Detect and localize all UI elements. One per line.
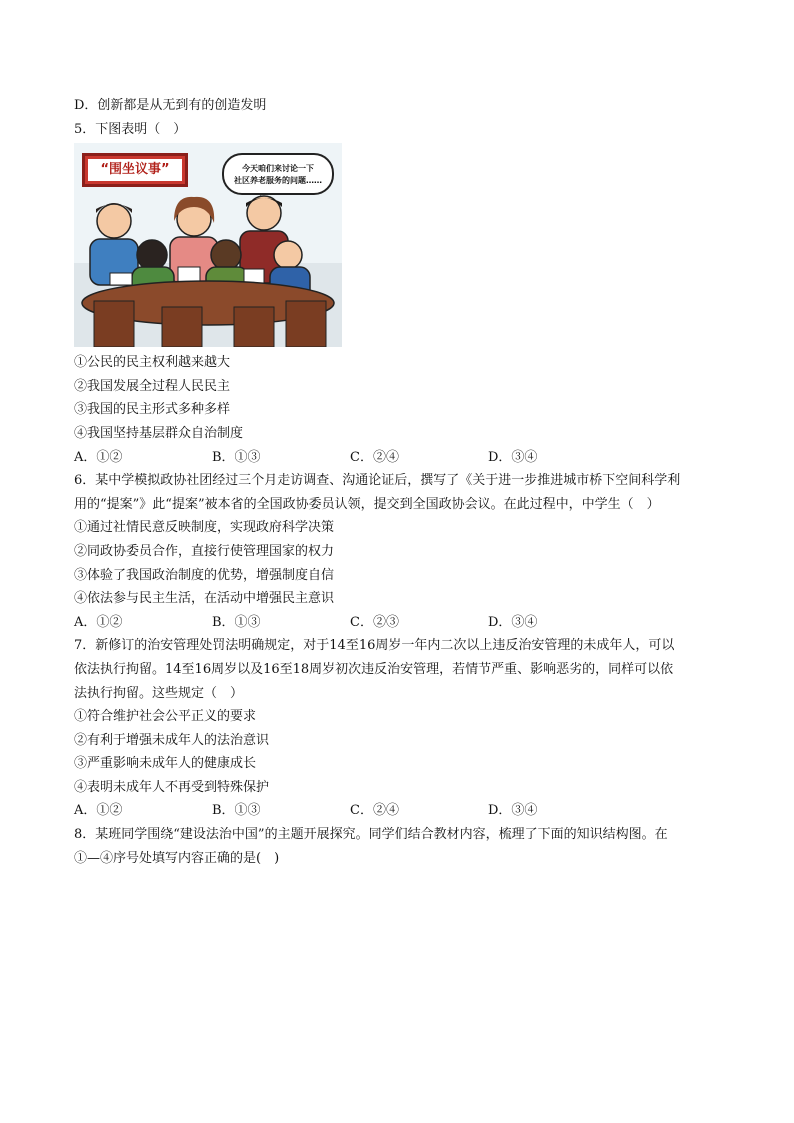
q7-stem-3: 法执行拘留。这些规定（ ） — [74, 685, 244, 701]
q5-choices — [74, 446, 730, 470]
q7-option-3: ③严重影响未成年人的健康成长 — [74, 756, 257, 772]
q8-stem-2: ①—④序号处填写内容正确的是( ) — [74, 850, 280, 866]
exam-page — [74, 94, 730, 870]
cartoon-figure — [74, 143, 342, 347]
q7-choice-a: A．①② — [74, 803, 123, 819]
q6-choice-b: B．①③ — [212, 614, 261, 630]
q5-option-4: ④我国坚持基层群众自治制度 — [74, 425, 244, 441]
q5-choice-b: B．①③ — [212, 449, 261, 465]
q7-choices — [74, 799, 730, 823]
sign-text: “围坐议事” — [88, 159, 182, 181]
q6-choice-c: C．②③ — [350, 614, 399, 630]
q5-option-1: ①公民的民主权利越来越大 — [74, 355, 231, 371]
q6-option-2: ②同政协委员合作，直接行使管理国家的权力 — [74, 543, 335, 559]
q6-stem-1: 6．某中学模拟政协社团经过三个月走访调查、沟通论证后，撰写了《关于进一步推进城市桥下空间科学利 — [74, 473, 681, 489]
q5-option-3: ③我国的民主形式多种多样 — [74, 402, 231, 418]
q5-choice-a: A．①② — [74, 449, 123, 465]
q8-stem-1: 8．某班同学围绕“建设法治中国”的主题开展探究。同学们结合教材内容，梳理了下面的知识结构图。在 — [74, 827, 668, 843]
q4-option-d: D．创新都是从无到有的创造发明 — [74, 98, 267, 113]
q6-option-3: ③体验了我国政治制度的优势，增强制度自信 — [74, 567, 335, 583]
q7-option-2: ②有利于增强未成年人的法治意识 — [74, 732, 270, 748]
q7-choice-c: C．②④ — [350, 803, 399, 819]
q5-choice-c: C．②④ — [350, 449, 399, 465]
q7-choice-d: D．③④ — [488, 803, 538, 819]
q5-choice-d: D．③④ — [488, 449, 538, 465]
cartoon-sign — [82, 153, 188, 187]
q7-option-4: ④表明未成年人不再受到特殊保护 — [74, 779, 270, 795]
q7-choice-b: B．①③ — [212, 803, 261, 819]
bubble-line-2: 社区养老服务的问题…… — [234, 176, 322, 186]
q7-stem-1: 7．新修订的治安管理处罚法明确规定，对于14至16周岁一年内二次以上违反治安管理的未成年人，可以 — [74, 638, 675, 654]
q6-option-1: ①通过社情民意反映制度，实现政府科学决策 — [74, 520, 335, 536]
q6-choices — [74, 611, 730, 635]
q5-option-2: ②我国发展全过程人民民主 — [74, 378, 231, 394]
bubble-line-1: 今天咱们来讨论一下 — [242, 164, 314, 174]
q6-stem-2: 用的“提案”》此“提案”被本省的全国政协委员认领，提交到全国政协会议。在此过程中，中学生（ ） — [74, 496, 660, 512]
q7-stem-2: 依法执行拘留。14至16周岁以及16至18周岁初次违反治安管理，若情节严重、影响恶劣的，同样可以依 — [74, 661, 674, 677]
speech-bubble — [222, 153, 334, 195]
q6-choice-d: D．③④ — [488, 614, 538, 630]
q6-choice-a: A．①② — [74, 614, 123, 630]
q7-option-1: ①符合维护社会公平正义的要求 — [74, 709, 257, 725]
q5-stem: 5．下图表明（ ） — [74, 121, 187, 137]
q6-option-4: ④依法参与民主生活，在活动中增强民主意识 — [74, 591, 335, 607]
